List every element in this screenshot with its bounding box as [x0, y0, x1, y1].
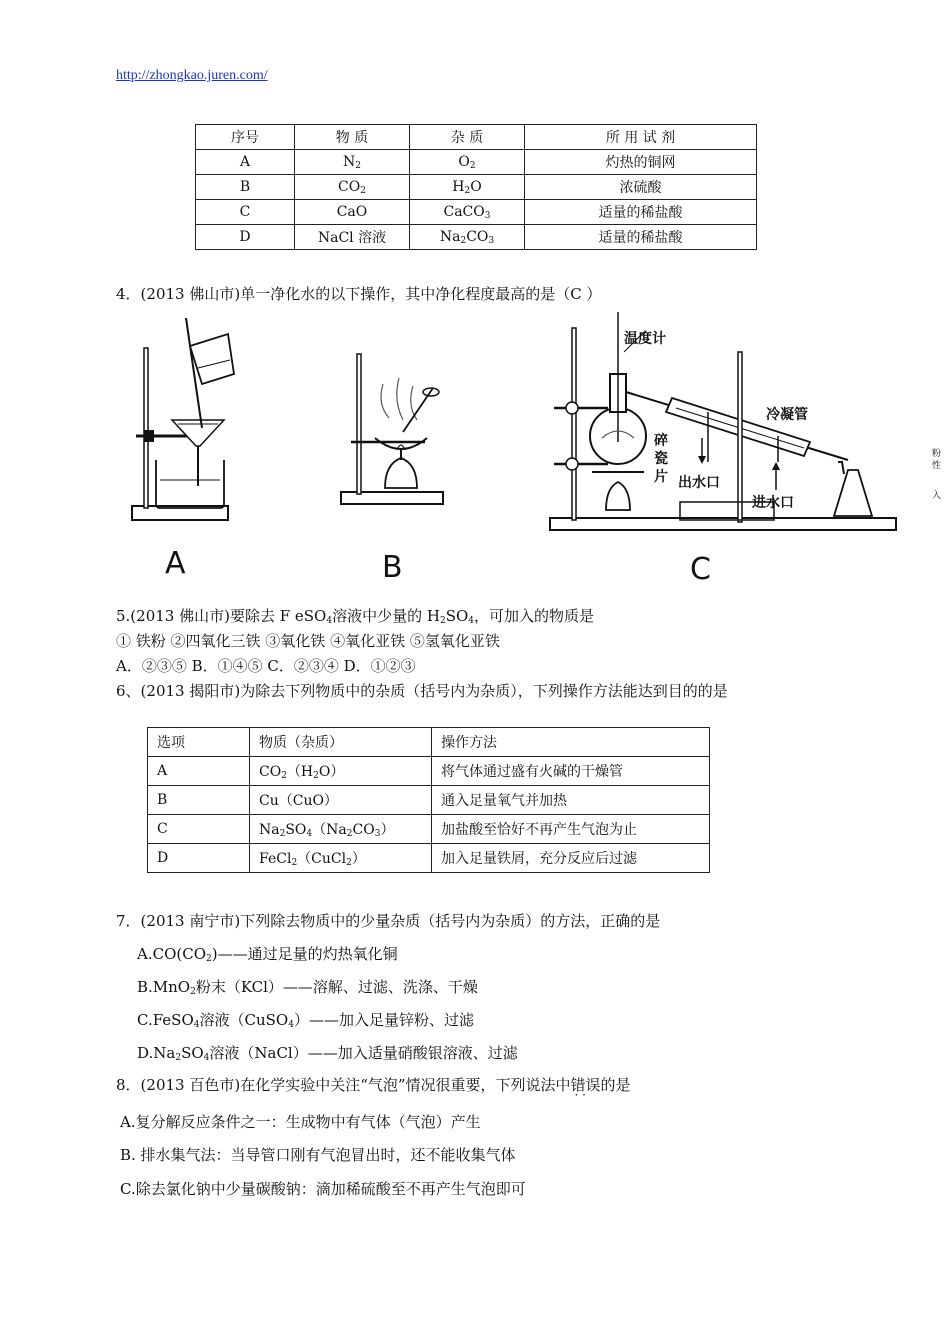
edge-fragment-1: 粉 [932, 449, 942, 459]
table-cell: D [148, 844, 250, 873]
table-cell: A [196, 150, 295, 175]
table-header-cell: 所 用 试 剂 [525, 125, 757, 150]
question-7-option-c: C.FeSO$_4$溶液（CuSO$_4$）——加入足量锌粉、过滤 [137, 1011, 474, 1030]
table-row [148, 757, 710, 786]
table-cell: CaO [295, 200, 410, 225]
table-cell: Cu（CuO） [250, 786, 432, 815]
table-row [196, 225, 757, 250]
table-row [148, 844, 710, 873]
table-cell: A [148, 757, 250, 786]
table-header-cell: 选项 [148, 728, 250, 757]
question-8-text [116, 1074, 631, 1095]
question-8-text-before: 8．(2013 百色市)在化学实验中关注“气泡”情况很重要，下列说法中 [116, 1076, 571, 1094]
question-8-option-a: A.复分解反应条件之一：生成物中有气体（气泡）产生 [120, 1113, 481, 1131]
table-cell: 适量的稀盐酸 [525, 225, 757, 250]
question-5-items: ① 铁粉 ②四氧化三铁 ③氧化铁 ④氧化亚铁 ⑤氢氧化亚铁 [116, 632, 500, 650]
broken-porcelain-label-2: 瓷 [654, 451, 668, 467]
distillation-apparatus-figure [548, 312, 898, 534]
table-row [148, 815, 710, 844]
question-6-text: 6、(2013 揭阳市)为除去下列物质中的杂质（括号内为杂质），下列操作方法能达到目的的是 [116, 682, 728, 700]
table-cell: 灼热的铜网 [525, 150, 757, 175]
evaporation-apparatus-figure [333, 348, 448, 508]
question-7-text: 7．(2013 南宁市)下列除去物质中的少量杂质（括号内为杂质）的方法，正确的是 [116, 912, 661, 930]
table-row [196, 200, 757, 225]
edge-fragment-3: 入 [932, 491, 942, 501]
water-outlet-label: 出水口 [678, 475, 720, 491]
table-cell: $CO_2$ [295, 175, 410, 200]
table-row [196, 150, 757, 175]
table-cell: 加盐酸至恰好不再产生气泡为止 [432, 815, 710, 844]
table-header-row [196, 125, 757, 150]
impurity-table-1 [195, 124, 757, 250]
table-cell: C [148, 815, 250, 844]
question-5-options: A．②③⑤ B．①④⑤ C．②③④ D．①②③ [116, 657, 416, 675]
question-4-text: 4．(2013 佛山市)单一净化水的以下操作，其中净化程度最高的是（C ） [116, 285, 602, 303]
figure-label-c: C [690, 552, 711, 587]
table-cell: B [196, 175, 295, 200]
question-8-text-after: 的是 [600, 1076, 631, 1094]
edge-fragment-2: 性 [932, 461, 942, 471]
filtration-apparatus-figure [128, 318, 238, 538]
table-cell: D [196, 225, 295, 250]
water-inlet-label: 进水口 [752, 495, 794, 511]
table-cell: $Na_2CO_3$ [410, 225, 525, 250]
table-cell: $Na_2SO_4(Na_2CO_3)$ [250, 815, 432, 844]
impurity-table-2 [147, 727, 710, 873]
table-cell: 浓硫酸 [525, 175, 757, 200]
table-header-cell: 序号 [196, 125, 295, 150]
table-row [196, 175, 757, 200]
condenser-label: 冷凝管 [766, 407, 808, 423]
question-8-option-b: B. 排水集气法：当导管口刚有气泡冒出时，还不能收集气体 [120, 1146, 516, 1164]
table-header-cell: 物质（杂质） [250, 728, 432, 757]
table-cell: 通入足量氧气并加热 [432, 786, 710, 815]
figure-label-a: A [165, 546, 186, 581]
broken-porcelain-label-1: 碎 [654, 433, 668, 449]
question-8-option-c: C.除去氯化钠中少量碳酸钠：滴加稀硫酸至不再产生气泡即可 [120, 1180, 526, 1198]
table-cell: 适量的稀盐酸 [525, 200, 757, 225]
header-url-link[interactable]: http://zhongkao.juren.com/ [116, 68, 268, 83]
table-cell: $H_2O$ [410, 175, 525, 200]
table-cell: NaCl 溶液 [295, 225, 410, 250]
question-8-emphasis: 错误 · · [571, 1076, 601, 1094]
thermometer-label: 温度计 [624, 331, 666, 347]
table-header-cell: 物 质 [295, 125, 410, 150]
table-cell: FeCl$_2$（CuCl$_2$） [250, 844, 432, 873]
table-header-cell: 操作方法 [432, 728, 710, 757]
table-cell: CaCO$_3$ [410, 200, 525, 225]
question-7-option-d: $D.Na_2SO_4$溶液（NaCl）——加入适量硝酸银溶液、过滤 [137, 1044, 518, 1063]
broken-porcelain-label-3: 片 [654, 469, 668, 485]
table-header-row [148, 728, 710, 757]
table-cell: 加入足量铁屑，充分反应后过滤 [432, 844, 710, 873]
table-cell: C [196, 200, 295, 225]
table-row [148, 786, 710, 815]
question-5-text: 5.(2013 佛山市)要除去 F eSO$_4$溶液中少量的 $H_2SO_4$，可加入的物质是 [116, 607, 595, 626]
figure-label-b: B [382, 550, 403, 585]
table-header-cell: 杂 质 [410, 125, 525, 150]
question-7-option-a: $A.CO(CO_2)——$通过足量的灼热氧化铜 [137, 945, 398, 964]
question-7-option-b: B.MnO$_2$粉末（KCl）——溶解、过滤、洗涤、干燥 [137, 978, 478, 997]
table-cell: B [148, 786, 250, 815]
table-cell: $N_2$ [295, 150, 410, 175]
table-cell: $CO_2(H_2O)$ [250, 757, 432, 786]
table-cell: 将气体通过盛有火碱的干燥管 [432, 757, 710, 786]
table-cell: $O_2$ [410, 150, 525, 175]
